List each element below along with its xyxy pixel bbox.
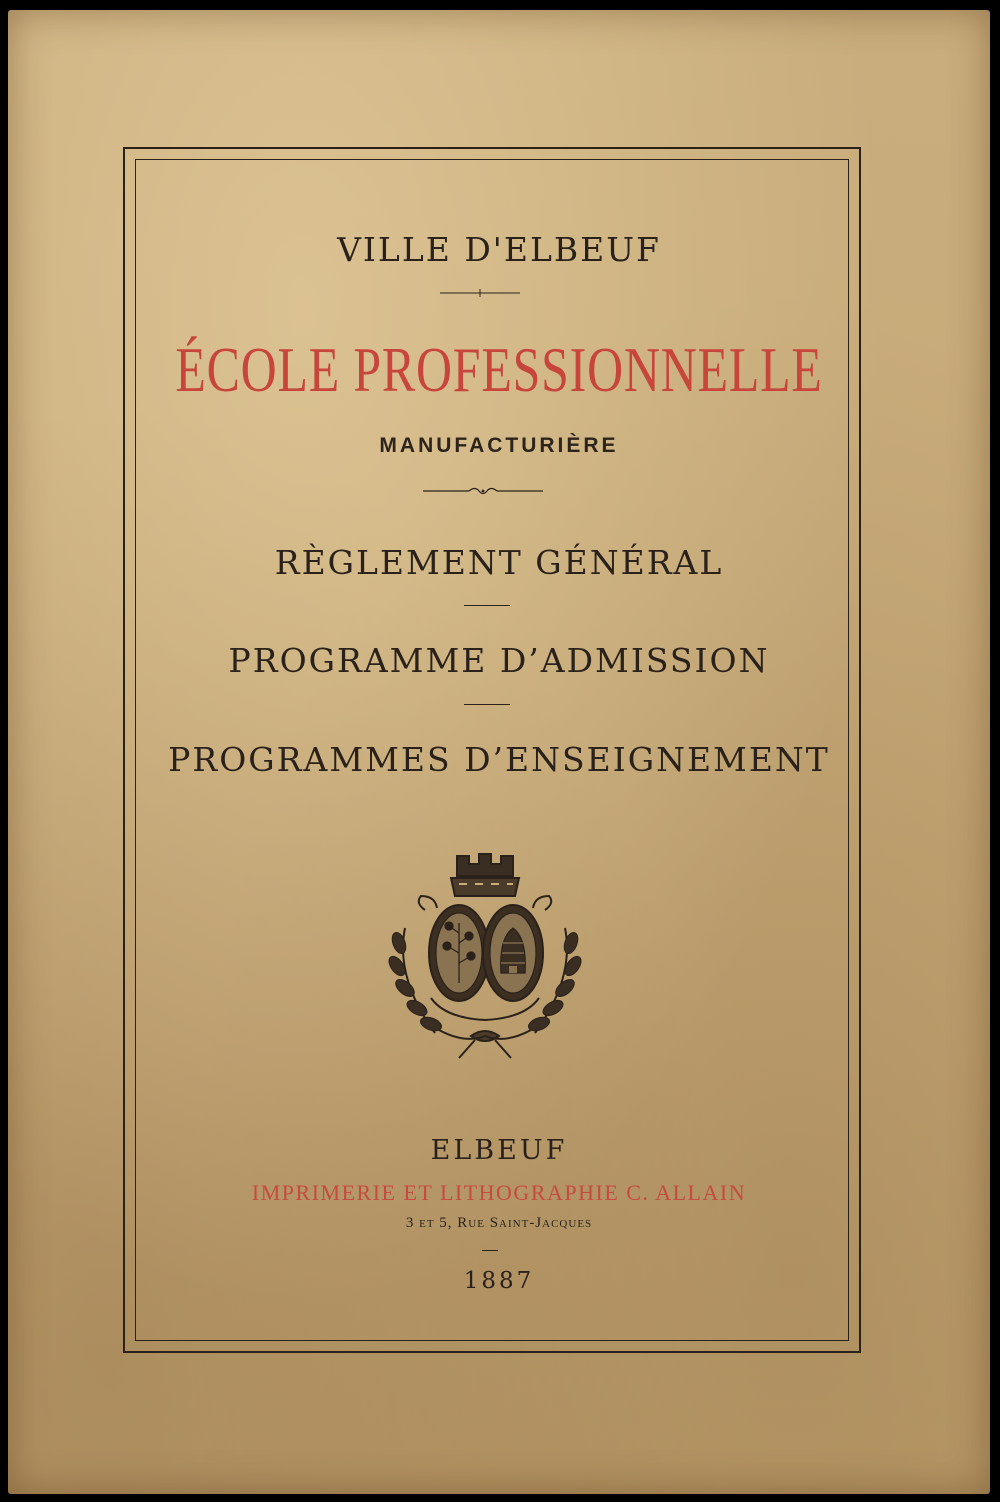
elbeuf-coat-of-arms-icon: [375, 848, 595, 1063]
publication-year: 1887: [463, 1268, 535, 1294]
city-heading: VILLE D'ELBEUF: [337, 230, 661, 269]
school-title: ÉCOLE PROFESSIONNELLE: [175, 334, 823, 405]
section-divider-1: [464, 605, 510, 606]
imprint-city: ELBEUF: [430, 1135, 568, 1166]
printer-address-text: 3 et 5, Rue Saint-Jacques: [405, 1215, 593, 1231]
book-cover: [8, 10, 990, 1494]
year-divider: [482, 1250, 498, 1251]
section-title-1: RÈGLEMENT GÉNÉRAL: [274, 543, 724, 582]
school-subtitle: MANUFACTURIÈRE: [379, 434, 619, 457]
section-divider-2: [464, 704, 510, 705]
printer-address: [8, 1215, 990, 1232]
section-title-2: PROGRAMME D’ADMISSION: [228, 641, 770, 680]
section-title-3: PROGRAMMES D’ENSEIGNEMENT: [168, 740, 830, 779]
printer-name: IMPRIMERIE ET LITHOGRAPHIE C. ALLAIN: [251, 1180, 747, 1205]
small-ornament-divider: [438, 288, 522, 298]
flourish-divider: [421, 484, 545, 498]
